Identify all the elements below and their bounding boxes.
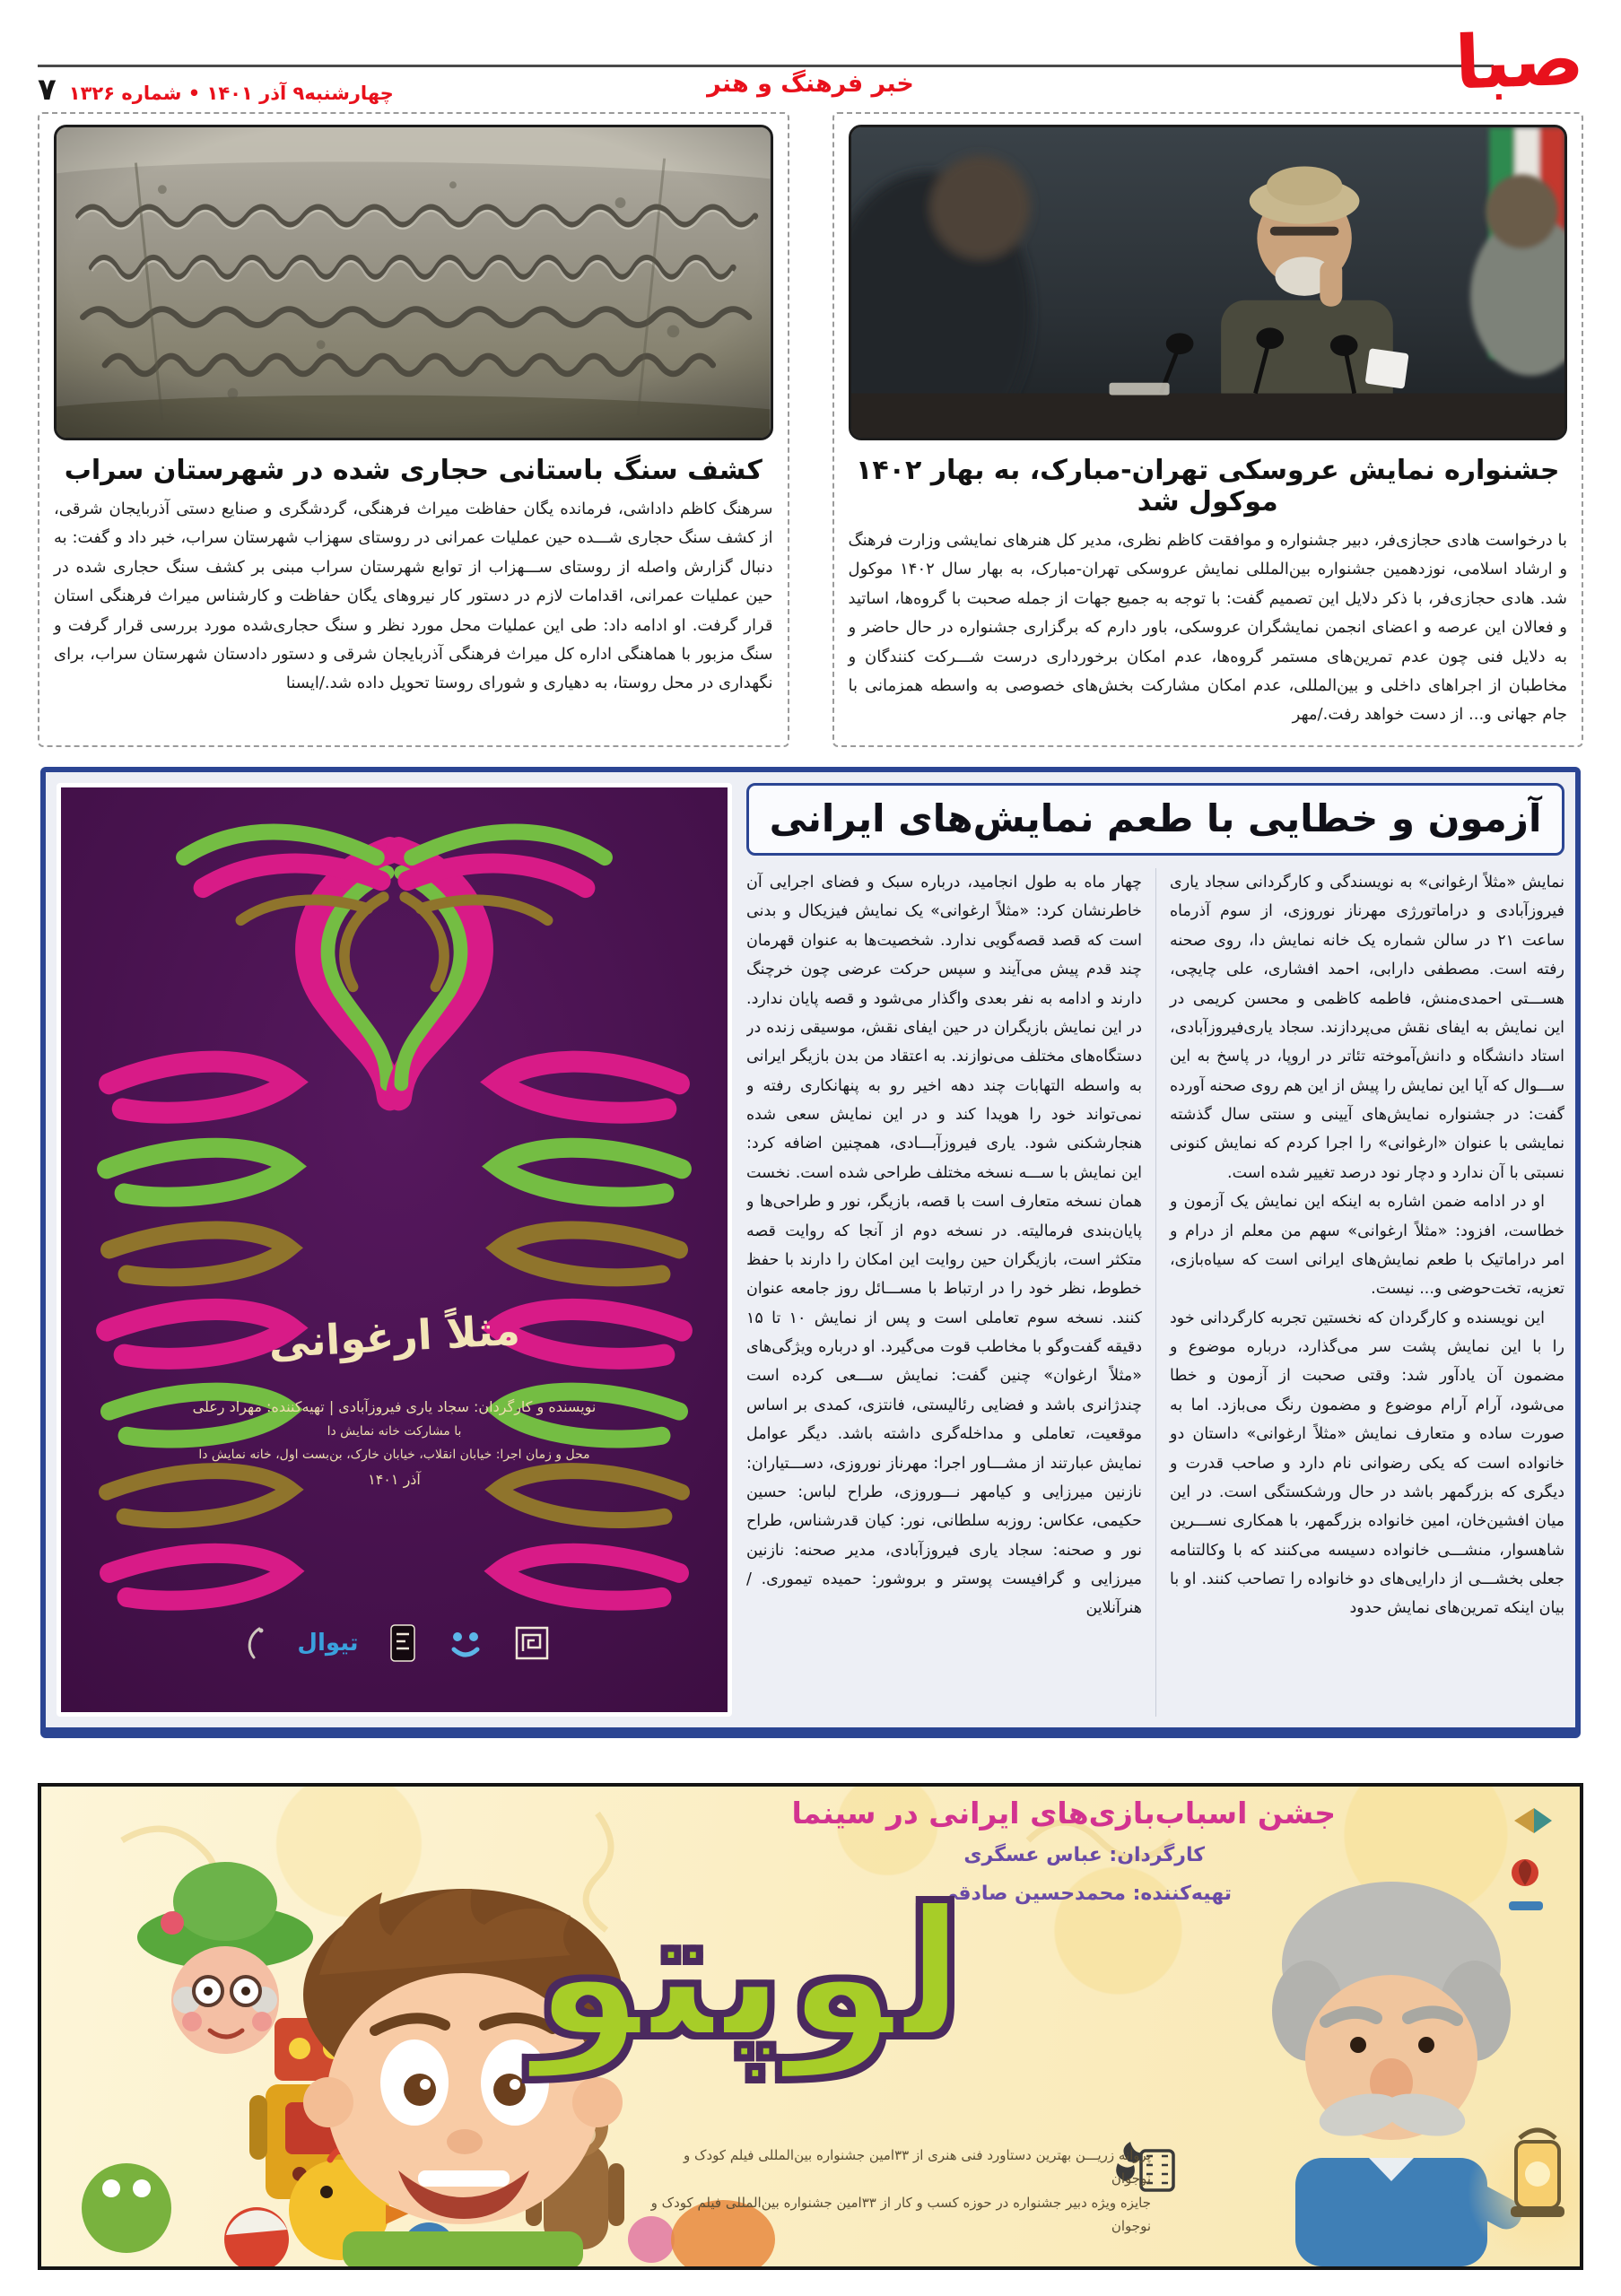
feature-paragraph: چهار ماه به طول انجامید، درباره سبک و فضای اجرایی آن خاطرنشان کرد: «مثلاً ارغوانی» یک نمایش فیزیکال و بدنی است که قصد قصه‌گویی ندارد. شخصیت‌ها به عنوان قهرمان چند قدم پیش می‌آیند و سپس حرکت عرضی چون خرچنگ دارند و ادامه به نفر بعدی واگذار می‌شود و قصه پایان ندارد. در این نمایش بازیگران در حین ایفای نقش، موسیقی زنده در دستگاه‌های مختلف می‌نوازند. به اعتقاد من بدن بازیگر ایرانی به واسطه التهابات چند دهه اخیر رو به پنهانکاری رفته و نمی‌تواند خود را هویدا کند و در این نمایش سعی شده هنجارشکنی شود. یاری فیروزآبـــادی، همچنین اضافه کرد: این نمایش با ســـه نسخه مختلف طراحی شده است. نخست همان نسخه متعارف است با قصه، بازیگر، نور و طراحی‌ها و پایان‌بندی فرمالیته. در نسخه دوم از آنجا که روایت قصه متکثر است، بازیگران حین روایت این امکان را دارند با حفظ خطوط، نظر خود را در ارتباط با مســـائل روز جامعه عنوان کنند. نسخه سوم تعاملی است و پس از نمایش ۱۰ تا ۱۵ دقیقه گفت‌وگو با مخاطب قوت می‌گیرد. او درباره ویژگی‌های «مثلاً ارغوان» چنین گفت: نمایش ســـعی کرده است چندژانری باشد و فضایی رئالیستی، فانتزی، کمدی بر اساس موقعیت، تعاملی و مداخله‌گری داشته باشد. دیگر عوامل نمایش عبارتند از مشـــاور اجرا: مهرناز نوروزی، دســـتیاران: نازنین میرزایی و کیامهر نـــوروزی، طراح لباس: حسین حکیمی، عکاس: روزبه سلطانی، نور: کیان قدرشناس، طراح نور و صحنه: سجاد یاری فیروزآبادی، مدیر صحنه: نازنین میرزایی و گرافیست پوستر و بروشور: حمیده تیموری. /هنرآنلاین bbox=[746, 874, 1142, 1618]
press-photo-illustration bbox=[851, 127, 1565, 438]
festival-mark-icon bbox=[447, 1626, 484, 1660]
top-news-row bbox=[38, 112, 1583, 747]
banner-director: کارگردان: عباس عسگری bbox=[963, 1844, 1205, 1866]
film-advert-banner bbox=[38, 1783, 1583, 2270]
banner-producer: تهیه‌کننده: محمدحسین صادقی bbox=[937, 1883, 1232, 1905]
feature-paragraph: او در ادامه ضمن اشاره به اینکه این نمایش یک آزمون و خطاست، افزود: «مثلاً ارغوانی» سهم من معلم از درام و امر دراماتیک با طعم نمایش‌های ایرانی است که سیاه‌بازی، تعزیه، تخت‌حوضی و... نیست. bbox=[1170, 1193, 1564, 1299]
feature-columns bbox=[746, 868, 1564, 1717]
page-header bbox=[38, 16, 1585, 108]
poster-title: مثلاً ارغوانی bbox=[267, 1305, 521, 1368]
badge-logo-icon bbox=[389, 1623, 416, 1663]
header-rule bbox=[38, 65, 1494, 67]
section-title: خبر فرهنگ و هنر bbox=[707, 70, 914, 98]
banner-title: جشن اسباب‌بازی‌های ایرانی در سینما bbox=[791, 1796, 1336, 1831]
poster-credit-coop: با مشارکت خانه نمایش دا bbox=[327, 1424, 462, 1439]
poster-credit-venue: محل و زمان اجرا: خیابان انقلاب، خیابان خارک، بن‌بست اول، خانه نمایش دا bbox=[198, 1448, 590, 1462]
feature-paragraph: نمایش «مثلاً ارغوانی» به نویسندگی و کارگردانی سجاد یاری فیروزآبادی و دراماتورژی مهرناز نوروزی، از سوم آذرماه ساعت ۲۱ در سالن شماره یک خانه نمایش دا، روی صحنه رفته است. مصطفی دارابی، احمد افشاری، علی چایچی، هســـتی احمدی‌منش، فاطمه کاظمی و محسن کریمی در این نمایش به ایفای نقش می‌پردازند. سجاد یاری‌فیروزآبادی، استاد دانشگاه و دانش‌آموخته تئاتر در اروپا، در پاسخ به این ســـوال که آیا این نمایش را پیش از این هم روی صحنه آورده گفت: در جشنواره نمایش‌های آیینی و سنتی سال گذشته نمایشی با عنوان «ارغوانی» را اجرا کردم که نمایش کنونی نسبتی با آن ندارد و دچار نود درصد تغییر شده است. bbox=[1170, 874, 1564, 1182]
feature-column-left bbox=[746, 868, 1155, 1717]
poster-credit-date: آذر ۱۴۰۱ bbox=[368, 1471, 421, 1488]
feature-headline: آزمون و خطایی با طعم نمایش‌های ایرانی bbox=[746, 783, 1564, 856]
award-line: جایزه ویژه دبیر جشنواره در حوزه کسب و کار از ۳۳امین جشنواره بین‌المللی فیلم کودک و نوجوان bbox=[650, 2194, 1151, 2234]
tiwall-logo: تیوال bbox=[297, 1630, 359, 1657]
date-issue: چهارشنبه۹ آذر ۱۴۰۱ • شماره ۱۳۲۶ bbox=[68, 83, 394, 104]
award-line: پروانه زریـــن بهترین دستاورد فنی هنری از ۳۳امین جشنواره بین‌المللی فیلم کودک و نوجوان bbox=[684, 2147, 1151, 2187]
page-number: ۷ bbox=[38, 72, 57, 108]
accent-mark-icon bbox=[240, 1625, 266, 1661]
festival-body: با درخواست هادی حجازی‌فر، دبیر جشنواره و موافقت کاظم نظری، مدیر کل هنرهای نمایشی وزارت فرهنگ و ارشاد اسلامی، نوزدهمین جشنواره بین‌المللی نمایش عروسکی تهران-مبارک، به بهار سال ۱۴۰۲ موکول شد. هادی حجازی‌فر، با ذکر دلایل این تصمیم گفت: با توجه به جمیع جهات از جمله صحبت با گروه‌ها، اساتید و فعالان این عرصه و اعضای انجمن نمایشگران عروسکی، باور دارم که برگزاری جشنواره در حال حاضر و به دلایل فنی چون عدم تمرین‌های مستمر گروه‌ها، عدم امکان برخورداری درست شـــرکت کنندگان و مخاطبان از اجراهای داخلی و بین‌المللی، عدم امکان مشارکت بخش‌های خصوصی به واسطه همزمانی با جام جهانی و... از دست خواهد رفت./مهر bbox=[848, 531, 1568, 725]
stone-headline: کشف سنگ باستانی حجاری شده در شهرستان سراب bbox=[64, 455, 763, 486]
movie-title: لوپتو bbox=[533, 1870, 966, 2079]
awards-text bbox=[649, 2144, 1151, 2238]
feature-column-right bbox=[1155, 868, 1564, 1717]
stone-photo-illustration bbox=[57, 127, 771, 438]
feature-article bbox=[40, 767, 1581, 1738]
poster-calligraphy-art bbox=[61, 787, 728, 1712]
carved-stone-photo bbox=[54, 125, 773, 440]
feature-paragraph: این نویسنده و کارگردان که نخستین تجربه کارگردانی خود را با این نمایش پشت سر می‌گذارد، درباره موضوع و مضمون آن یادآور شد: وقتی صحبت از آزمون و خطا می‌شود، آرام آرام موضوع و مضمون رنگ می‌بازد. اما به صورت ساده و متعارف نمایش «مثلاً ارغوانی» داستان دو خانواده است که یکی رضوانی نام دارد و صاحب قدرت و دیگری که بزرگمهر باشد در حال ورشکستگی است. در این میان افشین‌خان، امین خانواده بزرگمهر، با همکاری نســـرین شاهسوار، منشـــی خانواده دسیسه می‌کنند که با وکالتنامه جعلی بخشـــی از دارایی‌های دو خانواده را تصاحب کنند. او با بیان اینکه تمرین‌های نمایش حدود bbox=[1170, 1309, 1564, 1618]
article-carved-stone bbox=[38, 112, 789, 747]
newspaper-logo: صبا bbox=[1452, 16, 1585, 107]
festival-headline: جشنواره نمایش عروسکی تهران-مبارک، به بهار ۱۴۰۲ موکول شد bbox=[856, 455, 1560, 517]
article-puppet-festival bbox=[832, 112, 1584, 747]
festival-logos bbox=[1509, 1808, 1552, 1910]
theater-house-logo-icon bbox=[515, 1626, 549, 1660]
theater-poster bbox=[57, 783, 732, 1717]
poster-credit-writer: نویسنده و کارگردان: سجاد یاری فیروزآبادی | تهیه‌کننده: مهراد رعلی bbox=[192, 1398, 597, 1415]
stone-body: سرهنگ کاظم داداشی، فرمانده یگان حفاظت میراث فرهنگی، گردشگری و صنایع دستی آذربایجان شرقی، از کشف سنگ حجاری شـــده حین عملیات عمرانی در روستای سهزاب شهرستان سراب، خبر داد و گفت: به دنبال گزارش واصله از روستای ســـهزاب از توابع شهرستان سراب مبنی بر کشف سنگ حجاری شده در حین عملیات عمرانی، اقدامات لازم در دستور کار نیروهای یگان حفاظت و کارشناس میراث فرهنگی استان قرار گرفت. او ادامه داد: طی این عملیات محل مورد نظر و سنگ حجاری‌شده مورد بررسی قرار گرفت و سنگ مزبور با هماهنگی اداره کل میراث فرهنگی آذربایجان شرقی و دستور دادستان شهرستان سراب، برای نگهداری در محل روستا، به دهیاری و شورای روستا تحویل داده شد./ایسنا bbox=[54, 500, 773, 693]
press-conference-photo bbox=[849, 125, 1568, 440]
poster-logos-row bbox=[61, 1623, 728, 1663]
